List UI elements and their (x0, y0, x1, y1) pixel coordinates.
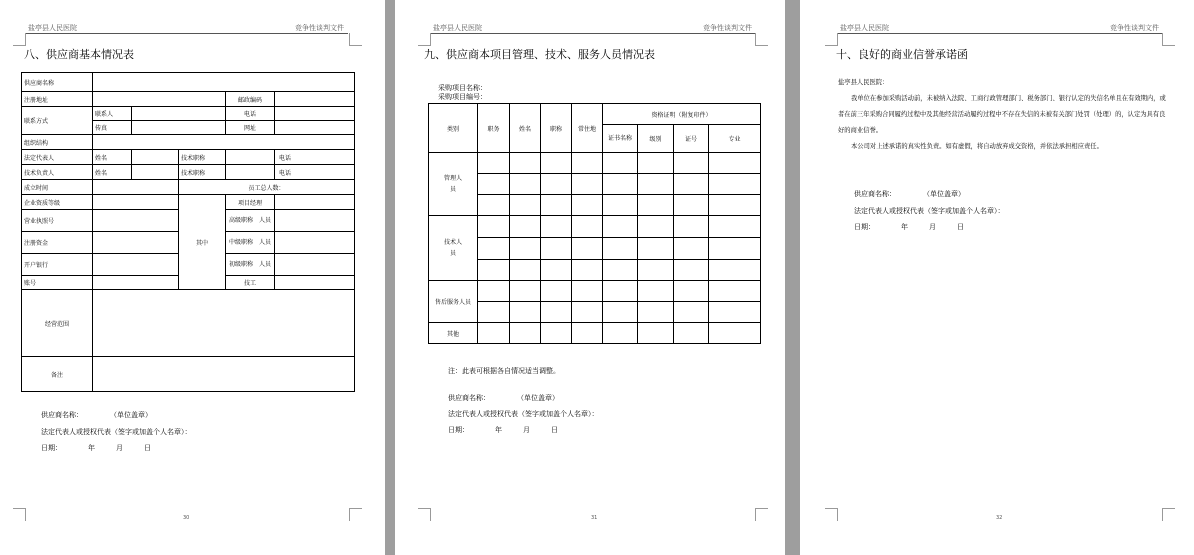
date-label: 日期： (41, 444, 62, 452)
supplier-label: 供应商名称： (854, 190, 896, 198)
cell-label: 开户银行 (22, 254, 93, 276)
header-right: 竞争性谈判文件 (295, 24, 344, 32)
header-cell: 常住地 (572, 104, 603, 153)
cell-value (93, 92, 226, 107)
sign-supplier-line (448, 393, 559, 403)
header-cell: 证书名称 (603, 125, 638, 153)
cell-value (93, 290, 355, 357)
cell-value (93, 232, 179, 254)
cell-label: 技术职称 (179, 165, 226, 180)
crop-mark (349, 33, 362, 46)
date-label: 日期： (448, 426, 469, 434)
letter-body (838, 75, 1166, 155)
page-title: 八、供应商基本情况表 (24, 48, 134, 61)
cell-label: 技工 (226, 276, 275, 290)
sign-date-line (41, 443, 151, 453)
crop-mark (1162, 508, 1175, 521)
cell-label: 账号 (22, 276, 93, 290)
page-30 (0, 0, 385, 555)
cell-label: 备注 (22, 357, 93, 392)
category-cell: 技术人员 (429, 216, 478, 281)
header-cell: 类别 (429, 104, 478, 153)
cell-label: 电话 (275, 150, 355, 165)
cell-label: 电话 (275, 165, 355, 180)
supplier-info-table (21, 72, 355, 392)
cell-label: 中级职称 人员 (226, 232, 275, 254)
page-number: 30 (183, 515, 190, 521)
header-cell: 证号 (674, 125, 709, 153)
cell-value (275, 121, 355, 135)
supplier-label: 供应商名称： (448, 394, 490, 402)
cell-label: 高级职称 人员 (226, 210, 275, 232)
header-left: 盐亭县人民医院 (28, 24, 77, 32)
cell-label: 注册资金 (22, 232, 93, 254)
cell-value (93, 73, 355, 92)
sign-rep-line: 法定代表人或授权代表（签字或加盖个人名章）： (41, 428, 192, 436)
cell-label: 经营范围 (22, 290, 93, 357)
cell-value (93, 195, 179, 210)
cell-value (275, 254, 355, 276)
seal-label: （单位盖章） (110, 411, 152, 419)
cell-value (132, 107, 226, 121)
cell-label: 员工总人数： (179, 180, 355, 195)
date-label: 日期： (854, 223, 875, 231)
header-rule (26, 33, 348, 34)
category-cell: 售后服务人员 (429, 281, 478, 323)
crop-mark (755, 508, 768, 521)
crop-mark (1162, 33, 1175, 46)
month-label: 月 (116, 444, 123, 452)
page-number: 32 (996, 515, 1003, 521)
cell-label: 法定代表人 (22, 150, 93, 165)
header-cell: 职务 (478, 104, 510, 153)
page-title: 九、供应商本项目管理、技术、服务人员情况表 (424, 48, 655, 61)
cell-value (93, 357, 355, 392)
cell-value (93, 254, 179, 276)
header-rule (431, 33, 755, 34)
cell-value (132, 150, 179, 165)
table-note: 注：此表可根据各自情况适当调整。 (448, 367, 560, 375)
cell-label: 姓名 (93, 165, 132, 180)
staff-table (428, 103, 761, 344)
year-label: 年 (901, 223, 908, 231)
cell-value (275, 232, 355, 254)
cell-label: 组织结构 (22, 135, 93, 150)
cell-label: 联系方式 (22, 107, 93, 135)
crop-mark (418, 33, 431, 46)
cell-value (275, 276, 355, 290)
header-right: 竞争性谈判文件 (1110, 24, 1159, 32)
day-label: 日 (551, 426, 558, 434)
page-number: 31 (591, 515, 598, 521)
crop-mark (825, 33, 838, 46)
sign-supplier-line (41, 410, 152, 420)
cell-label: 企业资质等级 (22, 195, 93, 210)
cell-label: 联系人 (93, 107, 132, 121)
page-31 (395, 0, 785, 555)
seal-label: （单位盖章） (517, 394, 559, 402)
header-left: 盐亭县人民医院 (433, 24, 482, 32)
header-rule (838, 33, 1162, 34)
cell-label: 技术职称 (179, 150, 226, 165)
crop-mark (825, 508, 838, 521)
project-number: 采购项目编号： (438, 93, 487, 101)
cell-value (132, 165, 179, 180)
cell-value (93, 180, 179, 195)
cell-value (275, 210, 355, 232)
cell-label: 供应商名称 (22, 73, 93, 92)
cell-label: 成立时间 (22, 180, 93, 195)
cell-value (226, 165, 275, 180)
sign-rep-line: 法定代表人或授权代表（签字或加盖个人名章）： (854, 207, 1005, 215)
month-label: 月 (929, 223, 936, 231)
header-cell: 资格证明（附复印件） (603, 104, 761, 125)
page-title: 十、良好的商业信誉承诺函 (836, 48, 968, 61)
cell-label: 传真 (93, 121, 132, 135)
header-cell: 职称 (541, 104, 572, 153)
cell-label: 电话 (226, 107, 275, 121)
cell-value (226, 150, 275, 165)
cell-value (93, 135, 355, 150)
cell-value (275, 107, 355, 121)
sign-date-line (854, 222, 964, 232)
year-label: 年 (495, 426, 502, 434)
sign-supplier-line (854, 189, 965, 199)
header-left: 盐亭县人民医院 (840, 24, 889, 32)
year-label: 年 (88, 444, 95, 452)
cell-label: 网址 (226, 121, 275, 135)
cell-label: 营业执照号 (22, 210, 93, 232)
paragraph-1: 我单位在参加采购活动前，未被纳入法院、工商行政管理部门、税务部门、银行认定的失信名单且在有效期内，或者在前三年采购合同履约过程中及其他经营活动履约过程中不存在失信的未被有关部门处罚（处理）的，认定为具有良好的商业信誉。 (838, 95, 1166, 134)
cell-label: 项目经理 (226, 195, 275, 210)
sign-rep-line: 法定代表人或授权代表（签字或加盖个人名章）： (448, 410, 599, 418)
seal-label: （单位盖章） (923, 190, 965, 198)
cell-value (93, 276, 179, 290)
cell-value (132, 121, 226, 135)
crop-mark (755, 33, 768, 46)
day-label: 日 (957, 223, 964, 231)
cell-value (275, 195, 355, 210)
cell-label: 姓名 (93, 150, 132, 165)
category-cell: 管理人员 (429, 153, 478, 216)
month-label: 月 (523, 426, 530, 434)
header-cell: 专业 (709, 125, 761, 153)
cell-value (93, 210, 179, 232)
sign-date-line (448, 425, 558, 435)
crop-mark (418, 508, 431, 521)
category-cell: 其他 (429, 323, 478, 344)
cell-label: 初级职称 人员 (226, 254, 275, 276)
header-right: 竞争性谈判文件 (703, 24, 752, 32)
cell-label: 技术负责人 (22, 165, 93, 180)
cell-label: 邮政编码 (226, 92, 275, 107)
page-32 (800, 0, 1194, 555)
supplier-label: 供应商名称： (41, 411, 83, 419)
header-cell: 级别 (638, 125, 674, 153)
cell-label: 其中 (179, 195, 226, 290)
crop-mark (13, 33, 26, 46)
paragraph-2: 本公司对上述承诺的真实性负责。如有虚假，将自动放弃成交资格，并依法承担相应责任。 (851, 143, 1103, 150)
project-name: 采购项目名称： (438, 84, 487, 92)
day-label: 日 (144, 444, 151, 452)
crop-mark (13, 508, 26, 521)
cell-label: 注册地址 (22, 92, 93, 107)
header-cell: 姓名 (510, 104, 541, 153)
salutation: 盐亭县人民医院： (838, 79, 889, 86)
cell-value (275, 92, 355, 107)
crop-mark (349, 508, 362, 521)
